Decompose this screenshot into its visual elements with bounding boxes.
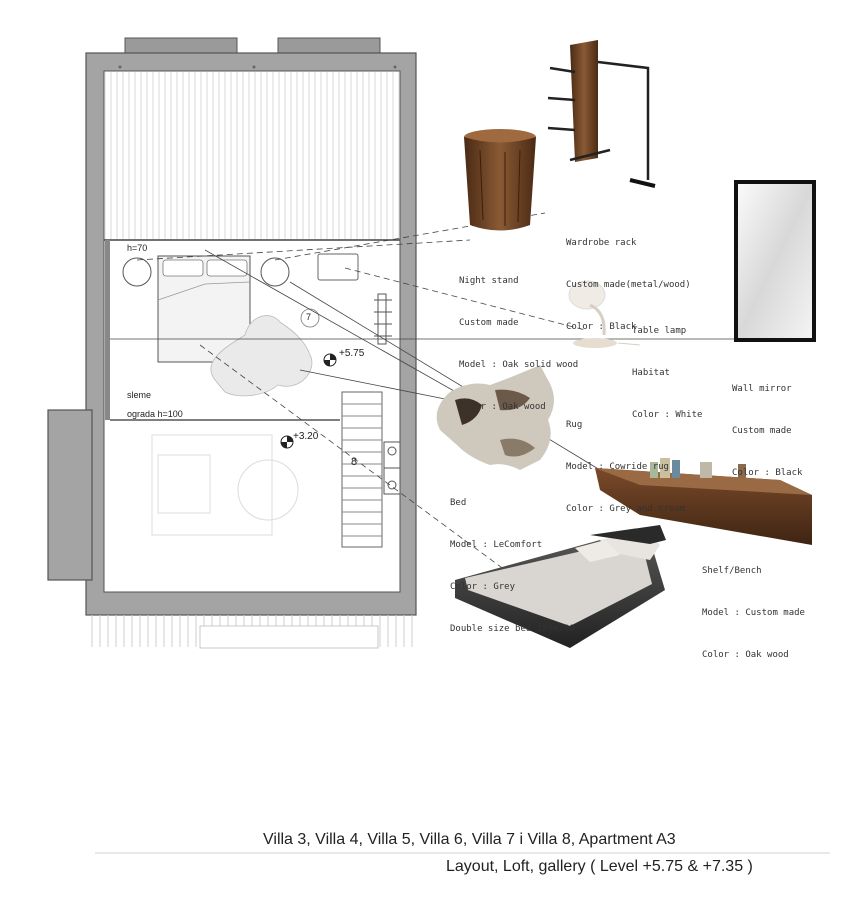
- project-title: Villa 3, Villa 4, Villa 5, Villa 6, Villa 7 i Villa 8, Apartment A3: [263, 831, 676, 848]
- night-stand-image: [464, 129, 536, 231]
- nightstand-line: Custom made: [459, 318, 519, 328]
- mirror-note: [732, 354, 802, 494]
- wardrobe-line: Custom made(metal/wood): [566, 280, 691, 290]
- lamp-line: Color : White: [632, 410, 703, 420]
- sheet-subtitle: Layout, Loft, gallery ( Level +5.75 & +7.35 ): [446, 858, 753, 875]
- mirror-line: Custom made: [732, 426, 792, 436]
- level-label-upper: +5.75: [339, 348, 365, 359]
- height-label: h=70: [127, 243, 148, 253]
- level-marker-lower: [281, 436, 293, 448]
- room-number-8: 8: [351, 456, 358, 468]
- side-railing: [105, 240, 110, 420]
- level-marker-upper: [324, 354, 336, 366]
- wardrobe-name: Wardrobe rack: [566, 238, 637, 248]
- lamp-line: Habitat: [632, 368, 670, 378]
- room-number-7: 7: [306, 312, 312, 322]
- wardrobe-rack-image: [548, 40, 655, 186]
- bed-line: Model : LeComfort: [450, 540, 543, 550]
- mirror-name: Wall mirror: [732, 384, 792, 394]
- shelf-line: Color : Oak wood: [702, 650, 789, 660]
- nightstand-note: [459, 246, 578, 428]
- rug-name: Rug: [566, 420, 583, 430]
- level-label-lower: +3.20: [293, 431, 319, 442]
- wardrobe-line: Color : Black: [566, 322, 637, 332]
- bed-line: Double size bed 180x200: [450, 624, 575, 634]
- wall-mirror-image: [734, 180, 816, 342]
- rug-line: Model : Cowride rug: [566, 462, 669, 472]
- nightstand-line: Model : Oak solid wood: [459, 360, 579, 370]
- rug-line: Color : Grey and cream: [566, 504, 686, 514]
- nightstand-line: Color : Oak wood: [459, 402, 546, 412]
- railing-label: ograda h=100: [127, 409, 183, 419]
- ridge-label: sleme: [127, 390, 152, 400]
- shelf-name: Shelf/Bench: [702, 566, 762, 576]
- nightstand-name: Night stand: [459, 276, 519, 286]
- shelf-line: Model : Custom made: [702, 608, 805, 618]
- bed-line: Color : Grey: [450, 582, 516, 592]
- bed-name: Bed: [450, 498, 467, 508]
- lamp-name: Table lamp: [632, 326, 687, 336]
- void-hatch: [105, 72, 399, 240]
- bed-note: [450, 468, 575, 650]
- mirror-line: Color : Black: [732, 468, 803, 478]
- shelf-note: [702, 536, 805, 676]
- rug-note: [566, 390, 685, 530]
